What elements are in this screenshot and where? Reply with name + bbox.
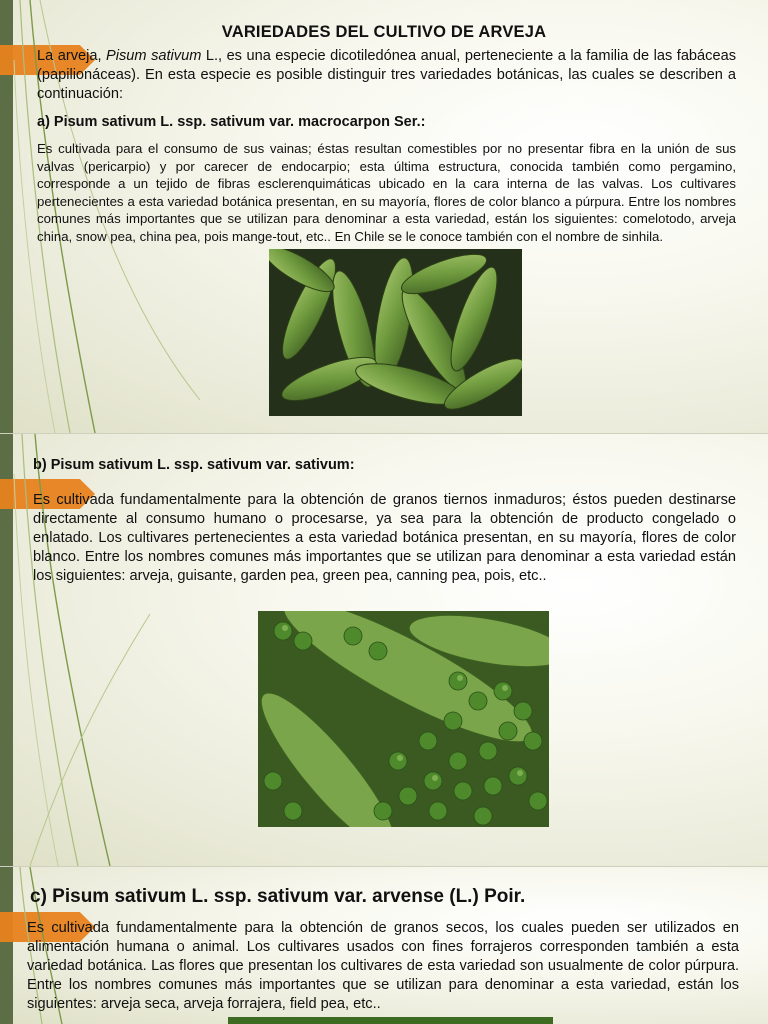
body-variety-a: Es cultivada para el consumo de sus vainas; éstas resultan comestibles por no presentar fibra en la unión de sus valvas (pericarpio) y por carecer de endocarpio; esta última estructura, conocida también como pergamino, corresponde a un tejido de fibras esclerenquimáticas ubicado en la cara interna de las valvas. Los cultivares pertenecientes a esta variedad botánica presentan, en su mayoría, flores de color blanco a púrpura. Entre los nombres comunes más importantes que se utilizan para denominar a esta variedad, están los siguientes: comelotodo, arveja china, snow pea, china pea, pois mange-tout, etc.. En Chile se le conoce también con el nombre de sinhila. [37,141,736,244]
intro-paragraph [37,47,736,104]
intro-species-italic: Pisum sativum [106,48,202,64]
intro-text-1: La arveja, [37,48,107,64]
slide-1 [0,0,768,433]
body-variety-c: Es cultivada fundamentalmente para la obtención de granos secos, los cuales pueden ser utilizados en alimentación humana o animal. Los cultivares usados con fines forrajeros corresponden también a esta variedad botánica. Las flores que presentan los cultivares de esta variedad son usualmente de color púrpura. Entre los nombres comunes más importantes que se utilizan para denominar a esta variedad, están los siguientes: arveja seca, arveja forrajera, field pea, etc.. [27,920,739,1012]
field-pea-photo-partial [228,1017,553,1024]
heading-variety-c: c) Pisum sativum L. ssp. sativum var. arvense (L.) Poir. [30,886,526,907]
heading-variety-b: b) Pisum sativum L. ssp. sativum var. sativum: [33,457,355,473]
snow-pea-photo [269,249,522,416]
slide-3 [0,867,768,1024]
slide-2 [0,434,768,866]
heading-variety-a: a) Pisum sativum L. ssp. sativum var. macrocarpon Ser.: [37,114,426,130]
page-title: VARIEDADES DEL CULTIVO DE ARVEJA [221,23,547,41]
green-peas-photo [258,611,549,827]
left-accent-bar [0,867,13,1024]
intro-text-2: L., es una especie dicotiledónea anual, perteneciente a la familia de las fabáceas (papilionáceas). En esta especie es posible distinguir tres variedades botánicas, las cuales se describen a continuación: [37,48,736,102]
body-variety-b: Es cultivada fundamentalmente para la obtención de granos tiernos inmaduros; éstos pueden destinarse directamente al consumo humano o procesarse, ya sea para la obtención de producto congelado o enlatado. Los cultivares pertenecientes a esta variedad botánica presentan, en su mayoría, flores de color blanco. Entre los nombres comunes más importantes que se utilizan para denominar a esta variedad están los siguientes: arveja, guisante, garden pea, green pea, canning pea, pois, etc.. [33,492,736,584]
